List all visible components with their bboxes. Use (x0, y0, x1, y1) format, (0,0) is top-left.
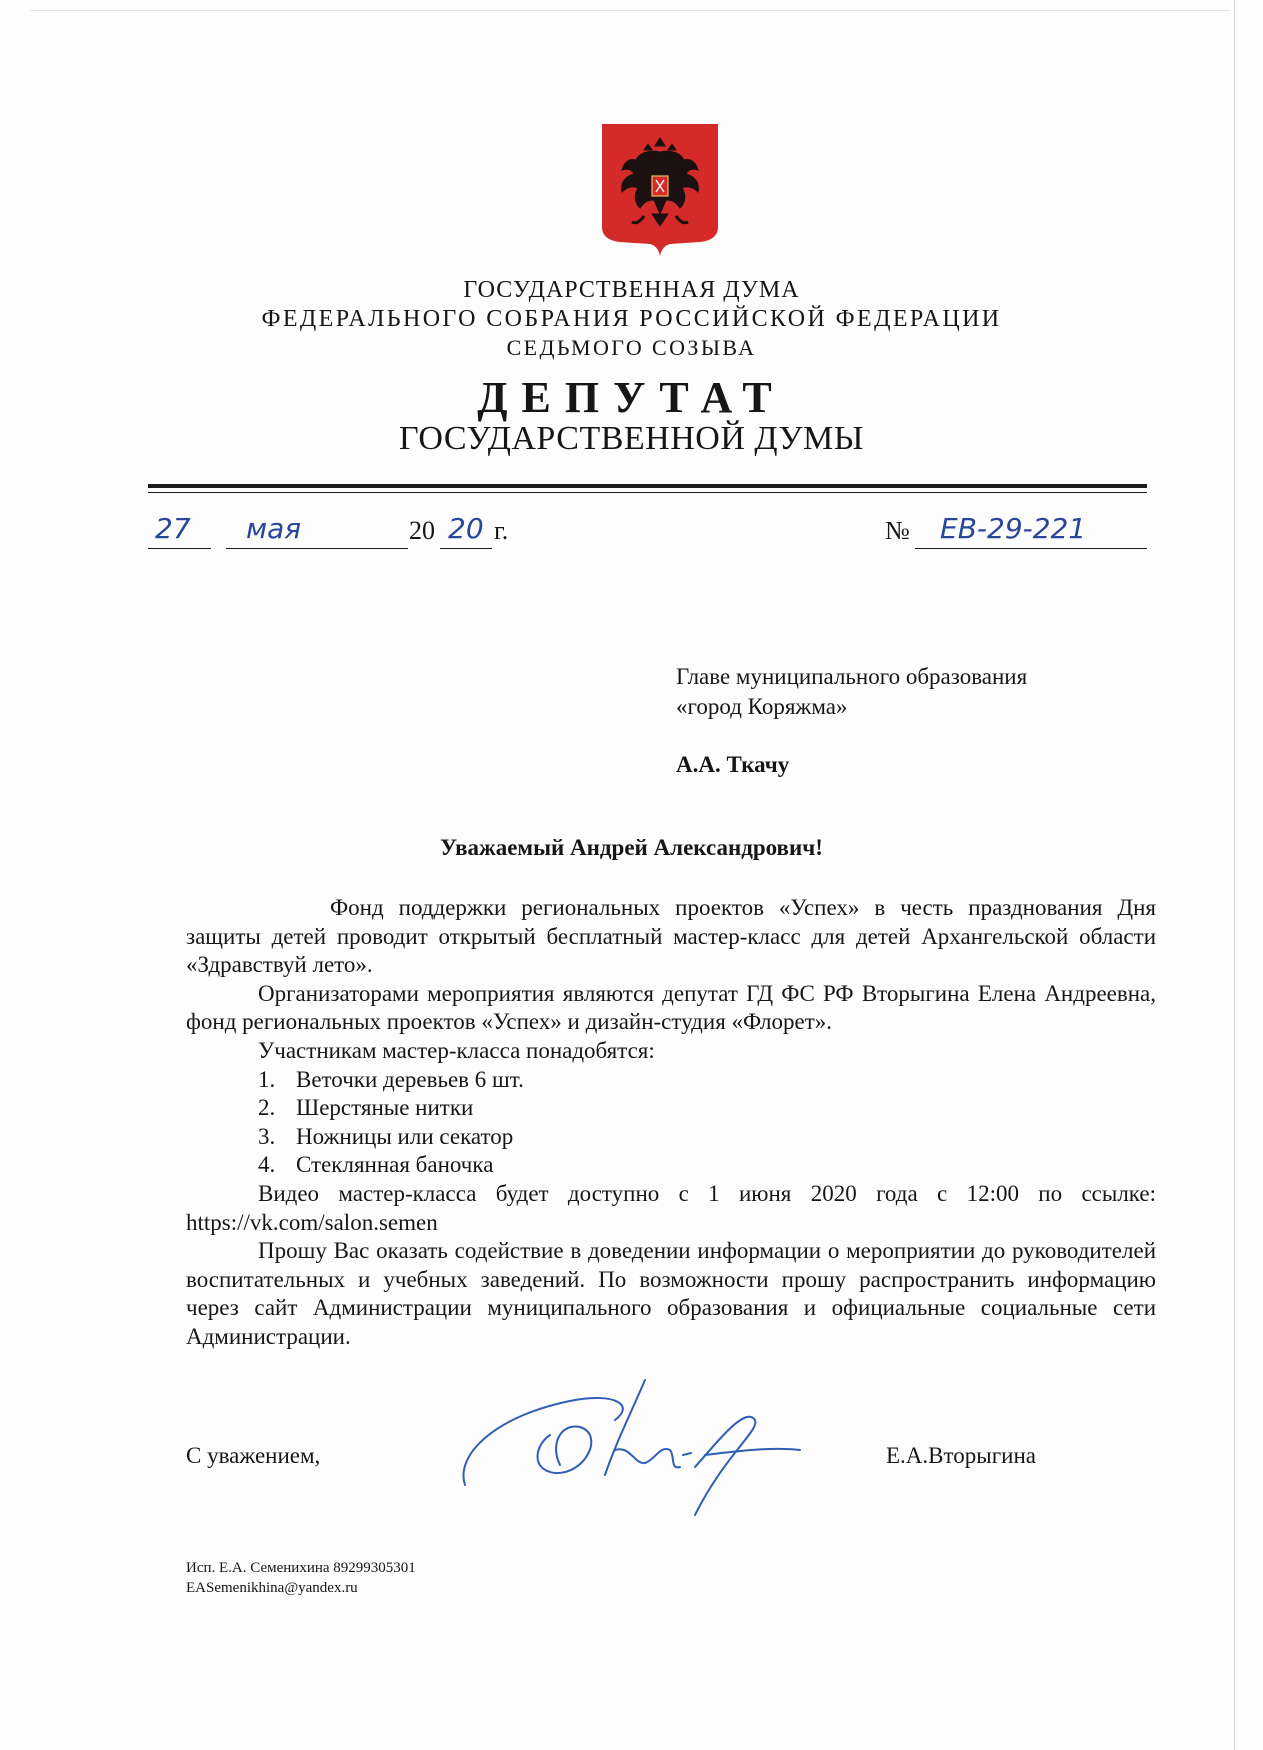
date-day-underline (148, 548, 211, 549)
addressee-line-1: Главе муниципального образования (676, 664, 1028, 689)
paragraph-5: Прошу Вас оказать содействие в доведении информации о мероприятии до руководителей воспитательных и учебных заведений. По возможности прошу распространить информацию через сайт Администрации муниципального образования и официальные социальные сети Администрации. (186, 1238, 1156, 1349)
header-line-3: СЕДЬМОГО СОЗЫВА (506, 335, 757, 360)
date-day: 27 (155, 512, 191, 545)
number-label: № (885, 516, 910, 545)
date-year-end: г. (494, 516, 509, 545)
paragraph-4: Видео мастер-класса будет доступно с 1 июня 2020 года с 12:00 по ссылке: https://vk.com/salon.semen (186, 1180, 1156, 1235)
greeting: Уважаемый Андрей Александрович! (440, 835, 823, 860)
list-item: 1. Веточки деревьев 6 шт. (258, 1066, 524, 1092)
scan-right-edge (1234, 0, 1235, 1750)
letter-body (186, 894, 1156, 1352)
date-year-prefix: 20 (409, 516, 435, 545)
items-list (186, 1066, 1156, 1180)
date-year-suffix: 20 (448, 512, 484, 545)
header-line-2: ФЕДЕРАЛЬНОГО СОБРАНИЯ РОССИЙСКОЙ ФЕДЕРАЦИИ (261, 306, 1002, 332)
signature-image (455, 1375, 855, 1530)
header-line-1: ГОСУДАРСТВЕННАЯ ДУМА (463, 277, 800, 303)
list-item: 3. Ножницы или секатор (258, 1123, 514, 1149)
addressee-name: А.А. Ткачу (676, 752, 790, 777)
scan-top-edge (30, 10, 1230, 11)
date-year-underline (440, 548, 492, 549)
paragraph-3: Участникам мастер-класса понадобятся: (258, 1037, 655, 1063)
number-underline (915, 548, 1147, 549)
coat-of-arms-icon (600, 122, 720, 257)
paragraph-2: Организаторами мероприятия являются депутат ГД ФС РФ Вторыгина Елена Андреевна, фонд региональных проектов «Успех» и дизайн-студия «Флорет». (186, 980, 1156, 1035)
closing-regards: С уважением, (186, 1443, 321, 1468)
deputy-title: ДЕПУТАТ (477, 373, 786, 422)
signer-name: Е.А.Вторыгина (886, 1443, 1036, 1468)
deputy-subtitle: ГОСУДАРСТВЕННОЙ ДУМЫ (399, 420, 864, 457)
document-number: ЕВ-29-221 (940, 512, 1087, 545)
addressee-line-2: «город Коряжма» (676, 694, 848, 719)
list-item: 2. Шерстяные нитки (258, 1095, 474, 1121)
executor-info (186, 1558, 416, 1598)
list-item: 4. Стеклянная баночка (258, 1152, 494, 1178)
header-rule-thick (148, 484, 1147, 488)
executor-line-1: Исп. Е.А. Семенихина 89299305301 (186, 1560, 416, 1576)
header-rule-thin (148, 492, 1147, 493)
executor-email: EASemenikhina@yandex.ru (186, 1580, 358, 1596)
paragraph-1: Фонд поддержки региональных проектов «Успех» в честь празднования Дня защиты детей проводит открытый бесплатный мастер-класс для детей Архангельской области «Здравствуй лето». (186, 895, 1156, 978)
date-month: мая (246, 512, 302, 545)
date-month-underline (226, 548, 408, 549)
